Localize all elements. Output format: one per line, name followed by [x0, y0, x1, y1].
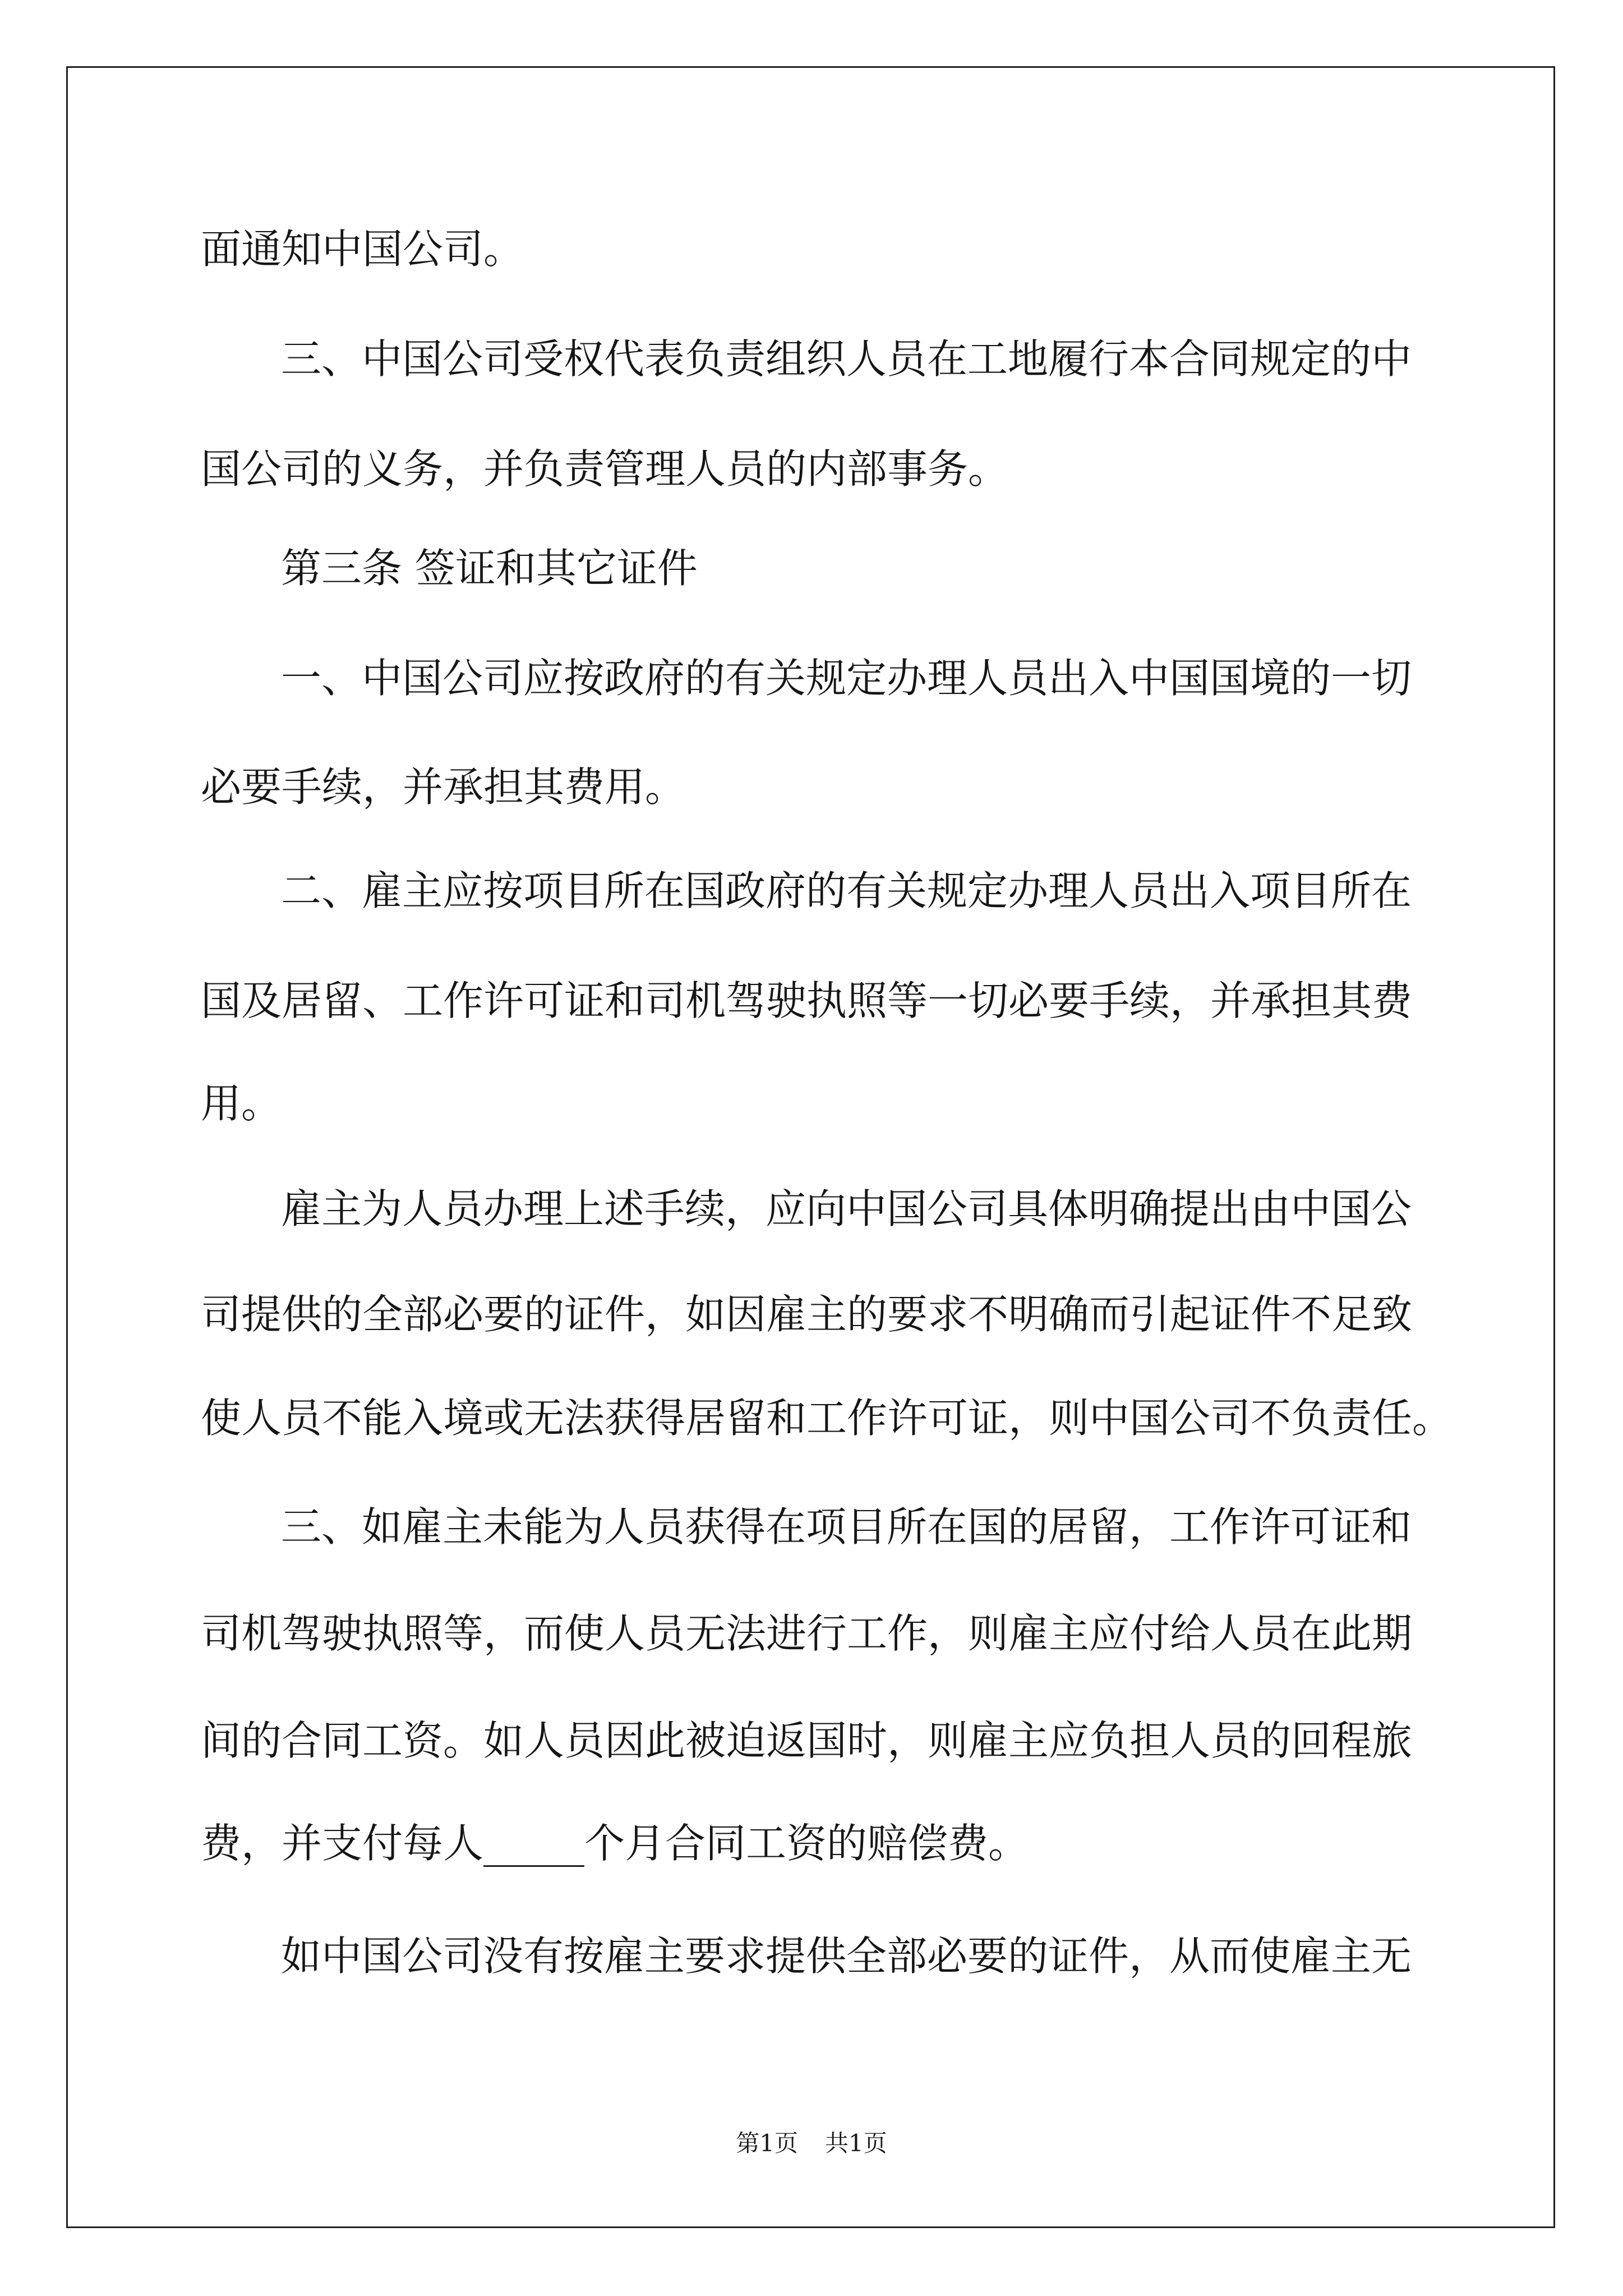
text-line: 国及居留、工作许可证和司机驾驶执照等一切必要手续，并承担其费 [201, 977, 1413, 1024]
text-line: 面通知中国公司。 [201, 226, 524, 273]
section-heading: 第三条 签证和其它证件 [281, 545, 698, 592]
text-line: 二、雇主应按项目所在国政府的有关规定办理人员出入项目所在 [281, 867, 1412, 914]
text-line: 雇主为人员办理上述手续，应向中国公司具体明确提出由中国公 [281, 1185, 1412, 1232]
page-footer [0, 2129, 1623, 2157]
text-line: 如中国公司没有按雇主要求提供全部必要的证件，从而使雇主无 [281, 1932, 1412, 1980]
page-number: 第1页 [736, 2129, 798, 2157]
page-frame [66, 66, 1555, 2228]
text-line: 司机驾驶执照等，而使人员无法进行工作，则雇主应付给人员在此期 [201, 1610, 1413, 1657]
text-line: 用。 [201, 1080, 282, 1127]
text-line: 司提供的全部必要的证件，如因雇主的要求不明确而引起证件不足致 [201, 1291, 1413, 1338]
text-line: 使人员不能入境或无法获得居留和工作许可证，则中国公司不负责任。 [201, 1395, 1453, 1442]
page-total: 共1页 [825, 2129, 887, 2157]
text-line: 一、中国公司应按政府的有关规定办理人员出入中国国境的一切 [281, 655, 1412, 702]
text-line: 必要手续，并承担其费用。 [201, 763, 686, 811]
text-line: 费，并支付每人_____个月合同工资的赔偿费。 [201, 1820, 1029, 1867]
text-line: 三、如雇主未能为人员获得在项目所在国的居留，工作许可证和 [281, 1503, 1412, 1550]
text-line: 间的合同工资。如人员因此被迫返国时，则雇主应负担人员的回程旅 [201, 1717, 1413, 1764]
text-line: 国公司的义务，并负责管理人员的内部事务。 [201, 445, 1009, 493]
text-line: 三、中国公司受权代表负责组织人员在工地履行本合同规定的中 [281, 335, 1412, 383]
